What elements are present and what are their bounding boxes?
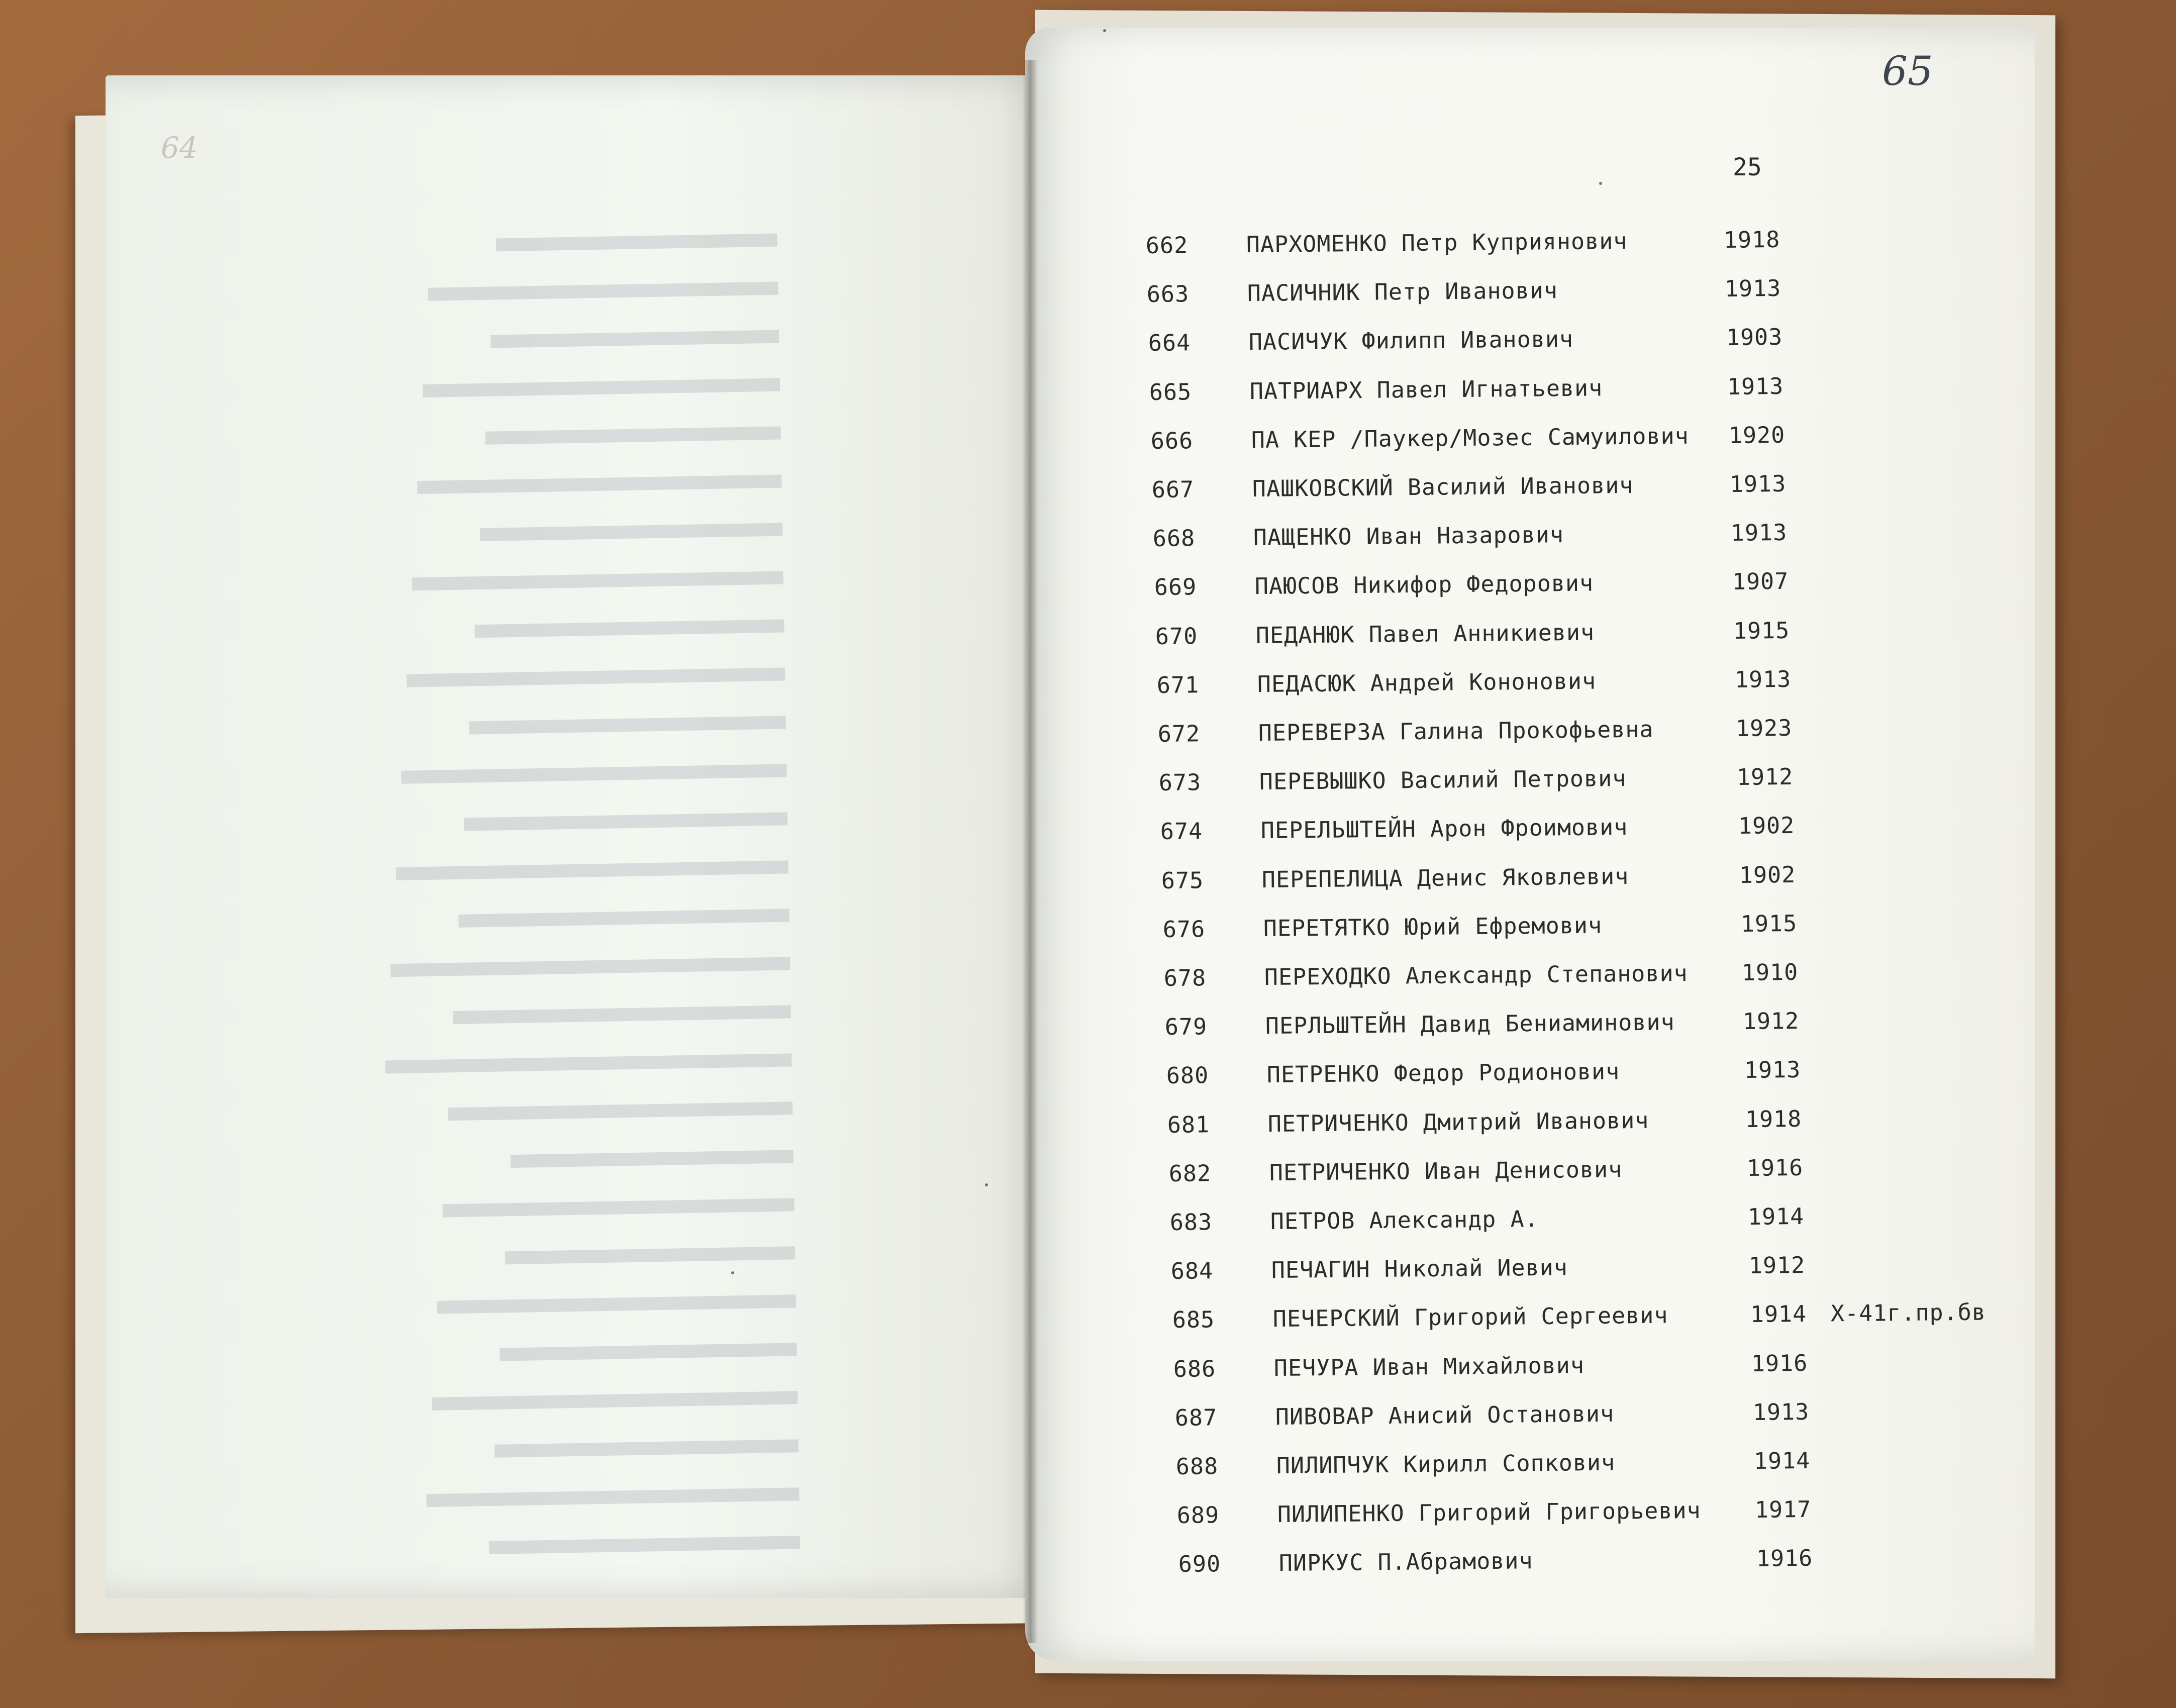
entry-name: ПАРХОМЕНКО Петр Куприянович: [1246, 227, 1628, 258]
entry-name: ПЕРЕХОДКО Александр Степанович: [1264, 959, 1688, 991]
list-item: [1156, 663, 2071, 708]
entry-year: 1914: [1753, 1447, 1811, 1474]
entry-name: ПЕТРЕНКО Федор Родионович: [1266, 1058, 1620, 1088]
entry-number: 679: [1165, 1013, 1208, 1041]
entry-number: 685: [1172, 1306, 1215, 1334]
entry-year: 1913: [1730, 519, 1788, 547]
entry-name: ПЕРЕВЕРЗА Галина Прокофьевна: [1258, 716, 1654, 747]
list-item: [1161, 858, 2076, 903]
entry-number: 666: [1150, 427, 1194, 454]
entry-year: 1916: [1746, 1154, 1804, 1181]
entry-number: 670: [1155, 622, 1198, 650]
list-item: [1148, 321, 2063, 366]
entry-number: 669: [1154, 573, 1197, 601]
entry-year: 1917: [1754, 1496, 1812, 1524]
paper-speck: [985, 1183, 988, 1186]
entry-name: ПЕТРИЧЕНКО Дмитрий Иванович: [1267, 1107, 1649, 1137]
list-item: [1167, 1102, 2083, 1147]
entry-year: 1914: [1750, 1300, 1807, 1328]
entry-year: 1913: [1752, 1398, 1810, 1426]
entry-year: 1915: [1733, 617, 1790, 644]
entry-number: 683: [1169, 1209, 1213, 1236]
entry-number: 665: [1149, 378, 1192, 406]
entry-name: ПЕТРИЧЕНКО Иван Денисович: [1269, 1156, 1623, 1186]
list-item: [1173, 1347, 2089, 1391]
entry-name: ПЕРЕТЯТКО Юрий Ефремович: [1263, 912, 1602, 942]
list-item: [1162, 907, 2078, 952]
entry-year: 1913: [1744, 1056, 1801, 1084]
entry-name: ПЕЧЕРСКИЙ Григорий Сергеевич: [1272, 1301, 1668, 1333]
list-item: [1146, 224, 2061, 268]
list-item: [1149, 370, 2064, 415]
entry-number: 688: [1175, 1453, 1219, 1480]
paper-speck: [731, 1271, 734, 1274]
entry-number: 664: [1148, 329, 1191, 357]
entry-name: ПАШКОВСКИЙ Василий Иванович: [1252, 471, 1634, 503]
entry-number: 662: [1145, 232, 1189, 259]
entry-year: 1912: [1742, 1008, 1800, 1035]
entry-number: 682: [1168, 1159, 1212, 1187]
entry-year: 1918: [1723, 226, 1781, 253]
entry-name: ПИРКУС П.Абрамович: [1278, 1547, 1533, 1577]
entry-name: ПЕРЕЛЬШТЕЙН Арон Фроимович: [1260, 814, 1628, 844]
entry-name: ПЕТРОВ Александр А.: [1270, 1205, 1539, 1235]
entry-year: 1916: [1751, 1349, 1808, 1377]
paper-speck: [1599, 182, 1602, 185]
entry-name: ПАЮСОВ Никифор Федорович: [1254, 570, 1594, 600]
entry-number: 689: [1177, 1501, 1220, 1529]
entry-number: 675: [1161, 866, 1204, 894]
entry-name: ПАСИЧУК Филипп Иванович: [1248, 326, 1574, 356]
entry-number: 668: [1153, 525, 1196, 552]
list-item: [1170, 1200, 2085, 1245]
entry-year: 1923: [1735, 714, 1793, 742]
entry-number: 684: [1171, 1257, 1214, 1285]
page-number: 25: [1733, 153, 1762, 181]
entry-number: 678: [1163, 964, 1207, 991]
left-page-corner-mark: 64: [161, 131, 198, 165]
entry-number: 686: [1173, 1355, 1216, 1382]
entry-name: ПА КЕР /Паукер/Мозес Самуилович: [1251, 422, 1689, 453]
entry-year: 1913: [1734, 665, 1792, 693]
entry-number: 690: [1178, 1550, 1221, 1578]
list-item: [1158, 712, 2073, 757]
list-item: [1168, 1151, 2084, 1196]
list-item: [1152, 468, 2067, 513]
entry-year: 1910: [1741, 958, 1799, 986]
list-item: [1174, 1395, 2090, 1440]
entry-number: 672: [1157, 720, 1201, 747]
entry-year: 1913: [1729, 470, 1787, 497]
list-item: [1147, 272, 2062, 317]
list-item: [1164, 956, 2079, 1001]
entry-name: ПЕРЕПЕЛИЦА Денис Яковлевич: [1261, 862, 1629, 893]
entry-year: 1912: [1736, 763, 1794, 791]
list-item: [1154, 565, 2069, 610]
list-item: [1165, 1005, 2080, 1050]
entry-name: ПАСИЧНИК Петр Иванович: [1247, 277, 1558, 307]
entry-name: ПЕРЛЬШТЕЙН Давид Бениаминович: [1265, 1009, 1675, 1040]
entry-name: ПЕРЕВЫШКО Василий Петрович: [1259, 765, 1627, 795]
list-item: [1176, 1445, 2091, 1489]
entry-number: 667: [1151, 476, 1195, 503]
list-item: [1177, 1493, 2092, 1538]
entry-year: 1907: [1732, 568, 1789, 595]
list-item: [1160, 810, 2075, 854]
list-item: [1178, 1542, 2093, 1587]
entry-year: 1918: [1745, 1105, 1802, 1133]
paper-speck: [1103, 29, 1106, 32]
entry-number: 673: [1159, 769, 1202, 796]
entry-note: X-41г.пр.бв: [1830, 1298, 1986, 1327]
entry-year: 1914: [1747, 1202, 1805, 1230]
entry-year: 1913: [1727, 372, 1784, 400]
entry-name: ПИВОВАР Анисий Останович: [1275, 1400, 1614, 1430]
entry-year: 1913: [1724, 275, 1782, 303]
entry-number: 663: [1147, 280, 1190, 308]
entry-name: ПАТРИАРХ Павел Игнатьевич: [1249, 374, 1603, 405]
entry-name: ПАЩЕНКО Иван Назарович: [1253, 521, 1564, 551]
entry-name: ПИЛИПЧУК Кирилл Сопкович: [1276, 1449, 1616, 1479]
entry-name: ПЕЧУРА Иван Михайлович: [1273, 1351, 1585, 1381]
entry-year: 1915: [1740, 910, 1798, 937]
list-item: [1166, 1054, 2081, 1098]
list-item: [1171, 1249, 2086, 1294]
entry-year: 1912: [1748, 1252, 1806, 1279]
entry-number: 687: [1174, 1403, 1218, 1431]
list-item: [1159, 761, 2074, 806]
list-item: [1155, 614, 2070, 659]
entry-year: 1902: [1738, 812, 1795, 840]
entry-name: ПИЛИПЕНКО Григорий Григорьевич: [1277, 1497, 1702, 1528]
entry-number: 674: [1160, 818, 1203, 845]
list-item: [1153, 517, 2068, 561]
entry-number: 680: [1166, 1062, 1209, 1089]
handwritten-folio-number: 65: [1882, 48, 1933, 94]
entry-number: 671: [1156, 671, 1200, 698]
entry-number: 676: [1162, 915, 1206, 943]
entry-name: ПЕДАСЮК Андрей Кононович: [1257, 667, 1596, 697]
entry-year: 1916: [1756, 1545, 1813, 1572]
entry-year: 1902: [1739, 861, 1796, 888]
entry-number: 681: [1167, 1111, 1210, 1138]
entry-year: 1903: [1726, 324, 1783, 351]
entry-name: ПЕДАНЮК Павел Анникиевич: [1255, 619, 1595, 649]
entry-year: 1920: [1728, 421, 1786, 449]
list-item: [1150, 419, 2065, 463]
list-item: [1172, 1298, 2087, 1343]
entry-name: ПЕЧАГИН Николай Иевич: [1271, 1254, 1568, 1284]
